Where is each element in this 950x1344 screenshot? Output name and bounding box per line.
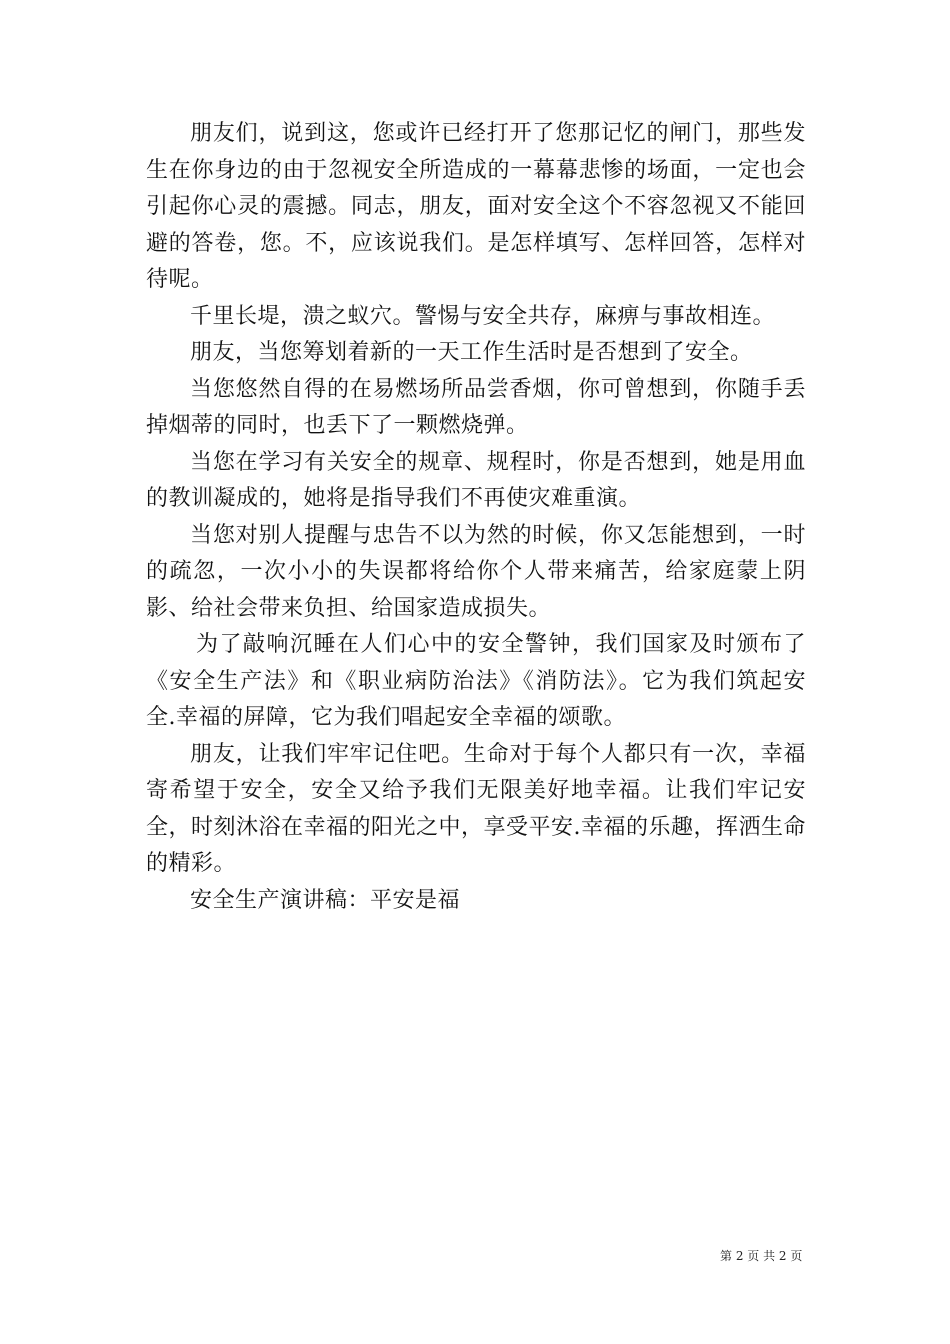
page-number-footer: 第 2 页 共 2 页: [720, 1249, 803, 1263]
paragraph-warnings: 当您对别人提醒与忠告不以为然的时候，你又怎能想到，一时的疏忽，一次小小的失误都将给你个人带来痛苦，给家庭蒙上阴影、给社会带来负担、给国家造成损失。: [146, 522, 806, 621]
paragraph-plan-day: 朋友，当您筹划着新的一天工作生活时是否想到了安全。: [190, 340, 753, 365]
paragraph-remember-safety: 朋友，让我们牢牢记住吧。生命对于每个人都只有一次，幸福寄希望于安全，安全又给予我们无限美好地幸福。让我们牢记安全，时刻沐浴在幸福的阳光之中，享受平安.幸福的乐趣，挥洒生命的精彩。: [146, 741, 806, 876]
paragraph-memory-gate: 朋友们，说到这，您或许已经打开了您那记忆的闸门，那些发生在你身边的由于忽视安全所造成的一幕幕悲惨的场面，一定也会引起你心灵的震撼。同志，朋友，面对安全这个不容忽视又不能回避的答卷，您。不，应该说我们。是怎样填写、怎样回答，怎样对待呢。: [146, 121, 806, 292]
paragraph-dike-ant-hole: 千里长堤，溃之蚁穴。警惕与安全共存，麻痹与事故相连。: [190, 303, 776, 329]
speech-title-line: 安全生产演讲稿：平安是福: [190, 887, 461, 913]
paragraph-smoking: 当您悠然自得的在易燃场所品尝香烟，你可曾想到，你随手丢掉烟蒂的同时，也丢下了一颗燃烧弹。: [146, 376, 806, 438]
paragraph-regulations: 当您在学习有关安全的规章、规程时，你是否想到，她是用血的教训凝成的，她将是指导我们不再使灾难重演。: [146, 449, 806, 511]
document-body: [146, 116, 806, 919]
paragraph-laws: 为了敲响沉睡在人们心中的安全警钟，我们国家及时颁布了《安全生产法》和《职业病防治法》《消防法》。它为我们筑起安全.幸福的屏障，它为我们唱起安全幸福的颂歌。: [146, 632, 806, 730]
